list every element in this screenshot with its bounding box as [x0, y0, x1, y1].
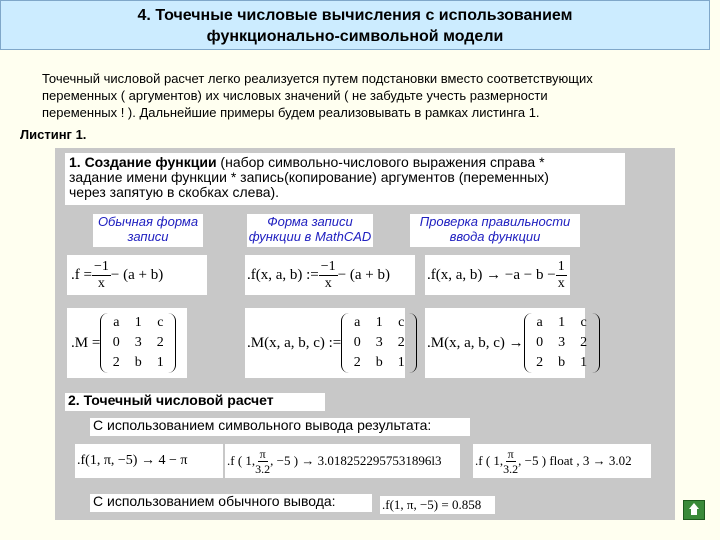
calc-r2-fraction: [255, 447, 270, 476]
matrix-cell: 2: [112, 355, 120, 370]
plain-f-lhs: .f =: [71, 266, 92, 283]
caption-check: [410, 214, 580, 247]
plain-f-den: x: [97, 275, 105, 291]
check-m-lhs: .M(x, a, b, c) →: [427, 334, 524, 351]
check-m-matrix: [524, 313, 600, 373]
mathcad-f-lhs: .f(x, a, b) :=: [247, 266, 319, 283]
calc-r3-lhs: .f ( 1,: [475, 453, 504, 468]
caption-mathcad-line2: функции в MathCAD: [248, 229, 372, 244]
matrix-cell: 3: [375, 335, 383, 350]
calc-r3-den: 3.2: [503, 461, 519, 476]
matrix-cell: b: [375, 355, 383, 370]
intro-line-3: переменных ! ). Дальнейшие примеры будем реализовывать в рамках листинга 1.: [42, 105, 540, 120]
matrix-cell: a: [536, 315, 543, 330]
plain-m-matrix: [100, 313, 176, 373]
matrix-cell: 3: [134, 335, 142, 350]
plain-m-expr[interactable]: [67, 308, 187, 378]
matrix-cell: 2: [536, 355, 544, 370]
section1-head-rest: (набор символьно-числового выражения справа *: [216, 154, 545, 170]
matrix-cell: c: [398, 315, 405, 330]
section1-line-3: через запятую в скобках слева).: [69, 184, 280, 200]
calc-r2-rest: , −5 ) → 3.0182522957531896l3: [270, 453, 442, 468]
matrix-cell: 2: [156, 335, 164, 350]
listing-label: Листинг 1.: [20, 127, 87, 142]
calc-numeric-result[interactable]: .f(1, π, −5) = 0.858: [380, 496, 495, 514]
mathcad-f-def[interactable]: [245, 255, 415, 295]
plain-f-fraction: [92, 259, 111, 292]
matrix-cell: c: [157, 315, 164, 330]
caption-plain: [93, 214, 203, 247]
matrix-cell: c: [580, 315, 587, 330]
matrix-cell: 2: [397, 335, 405, 350]
plain-f-num: −1: [93, 258, 109, 274]
matrix-cell: 1: [156, 355, 164, 370]
matrix-cell: a: [113, 315, 120, 330]
matrix-cell: 1: [134, 315, 142, 330]
calc-r2-den: 3.2: [255, 461, 271, 476]
calc-symbolic-exact[interactable]: .f(1, π, −5) → 4 − π: [75, 444, 223, 478]
caption-check-line2: ввода функции: [449, 229, 541, 244]
calc-r3-num: π: [507, 446, 514, 461]
calc-symbolic-decimal[interactable]: [225, 444, 460, 478]
matrix-cell: 3: [558, 335, 566, 350]
mathcad-f-num: −1: [320, 258, 336, 274]
calc-r3-fraction: [503, 447, 518, 476]
section2-subtitle-numeric: С использованием обычного вывода:: [90, 494, 372, 512]
check-f-den: x: [557, 275, 565, 291]
matrix-cell: 1: [375, 315, 383, 330]
matrix-cell: 1: [558, 315, 566, 330]
intro-line-2: переменных ( аргументов) их числовых значений ( не забудьте учесть размерности: [42, 88, 548, 103]
plain-f-expr[interactable]: [67, 255, 207, 295]
caption-mathcad: [247, 214, 373, 247]
plain-m-lhs: .M =: [71, 334, 101, 351]
matrix-cell: 1: [397, 355, 405, 370]
calc-symbolic-float[interactable]: [473, 444, 651, 478]
section1-title: 1. Создание функции: [69, 154, 217, 170]
section1-line-2: задание имени функции * запись(копирование) аргументов (переменных): [69, 169, 549, 185]
title-line-2: функционально-символьной модели: [206, 28, 504, 45]
matrix-cell: b: [134, 355, 142, 370]
caption-plain-line2: записи: [127, 229, 169, 244]
calc-r2-lhs: .f ( 1,: [227, 453, 256, 468]
plain-f-rest: − (a + b): [110, 266, 164, 283]
caption-mathcad-line1: Форма записи: [267, 214, 353, 229]
matrix-cell: 0: [353, 335, 361, 350]
mathcad-worksheet: [55, 148, 675, 520]
matrix-cell: a: [354, 315, 361, 330]
check-f-expr[interactable]: [425, 255, 570, 295]
mathcad-f-den: x: [324, 275, 332, 291]
matrix-cell: b: [558, 355, 566, 370]
title-line-1: 4. Точечные числовые вычисления с использованием: [137, 7, 573, 24]
matrix-cell: 0: [536, 335, 544, 350]
intro-text: [42, 70, 662, 121]
caption-plain-line1: Обычная форма: [97, 214, 199, 229]
intro-line-1: Точечный числовой расчет легко реализуется путем подстановки вместо соответствующих: [42, 71, 593, 86]
section2-title: 2. Точечный числовой расчет: [65, 393, 325, 411]
mathcad-f-fraction: [319, 259, 338, 292]
home-icon[interactable]: [683, 500, 705, 520]
matrix-cell: 2: [580, 335, 588, 350]
mathcad-m-def[interactable]: [245, 308, 405, 378]
calc-r3-rest: , −5 ) float , 3 → 3.02: [518, 453, 632, 468]
check-m-expr[interactable]: [425, 308, 588, 378]
caption-check-line1: Проверка правильности: [419, 214, 571, 229]
matrix-cell: 1: [580, 355, 588, 370]
slide-title: [0, 0, 710, 50]
check-f-fraction: [556, 259, 567, 292]
check-f-lhs: .f(x, a, b) → −a − b −: [427, 266, 556, 283]
matrix-cell: 2: [353, 355, 361, 370]
check-f-num: 1: [557, 258, 565, 274]
section2-subtitle-symbolic: С использованием символьного вывода результата:: [90, 418, 470, 436]
mathcad-f-rest: − (a + b): [337, 266, 391, 283]
section1-header: [65, 153, 625, 205]
mathcad-m-lhs: .M(x, a, b, c) :=: [247, 334, 342, 351]
calc-r2-num: π: [259, 446, 266, 461]
matrix-cell: 0: [112, 335, 120, 350]
mathcad-m-matrix: [341, 313, 417, 373]
